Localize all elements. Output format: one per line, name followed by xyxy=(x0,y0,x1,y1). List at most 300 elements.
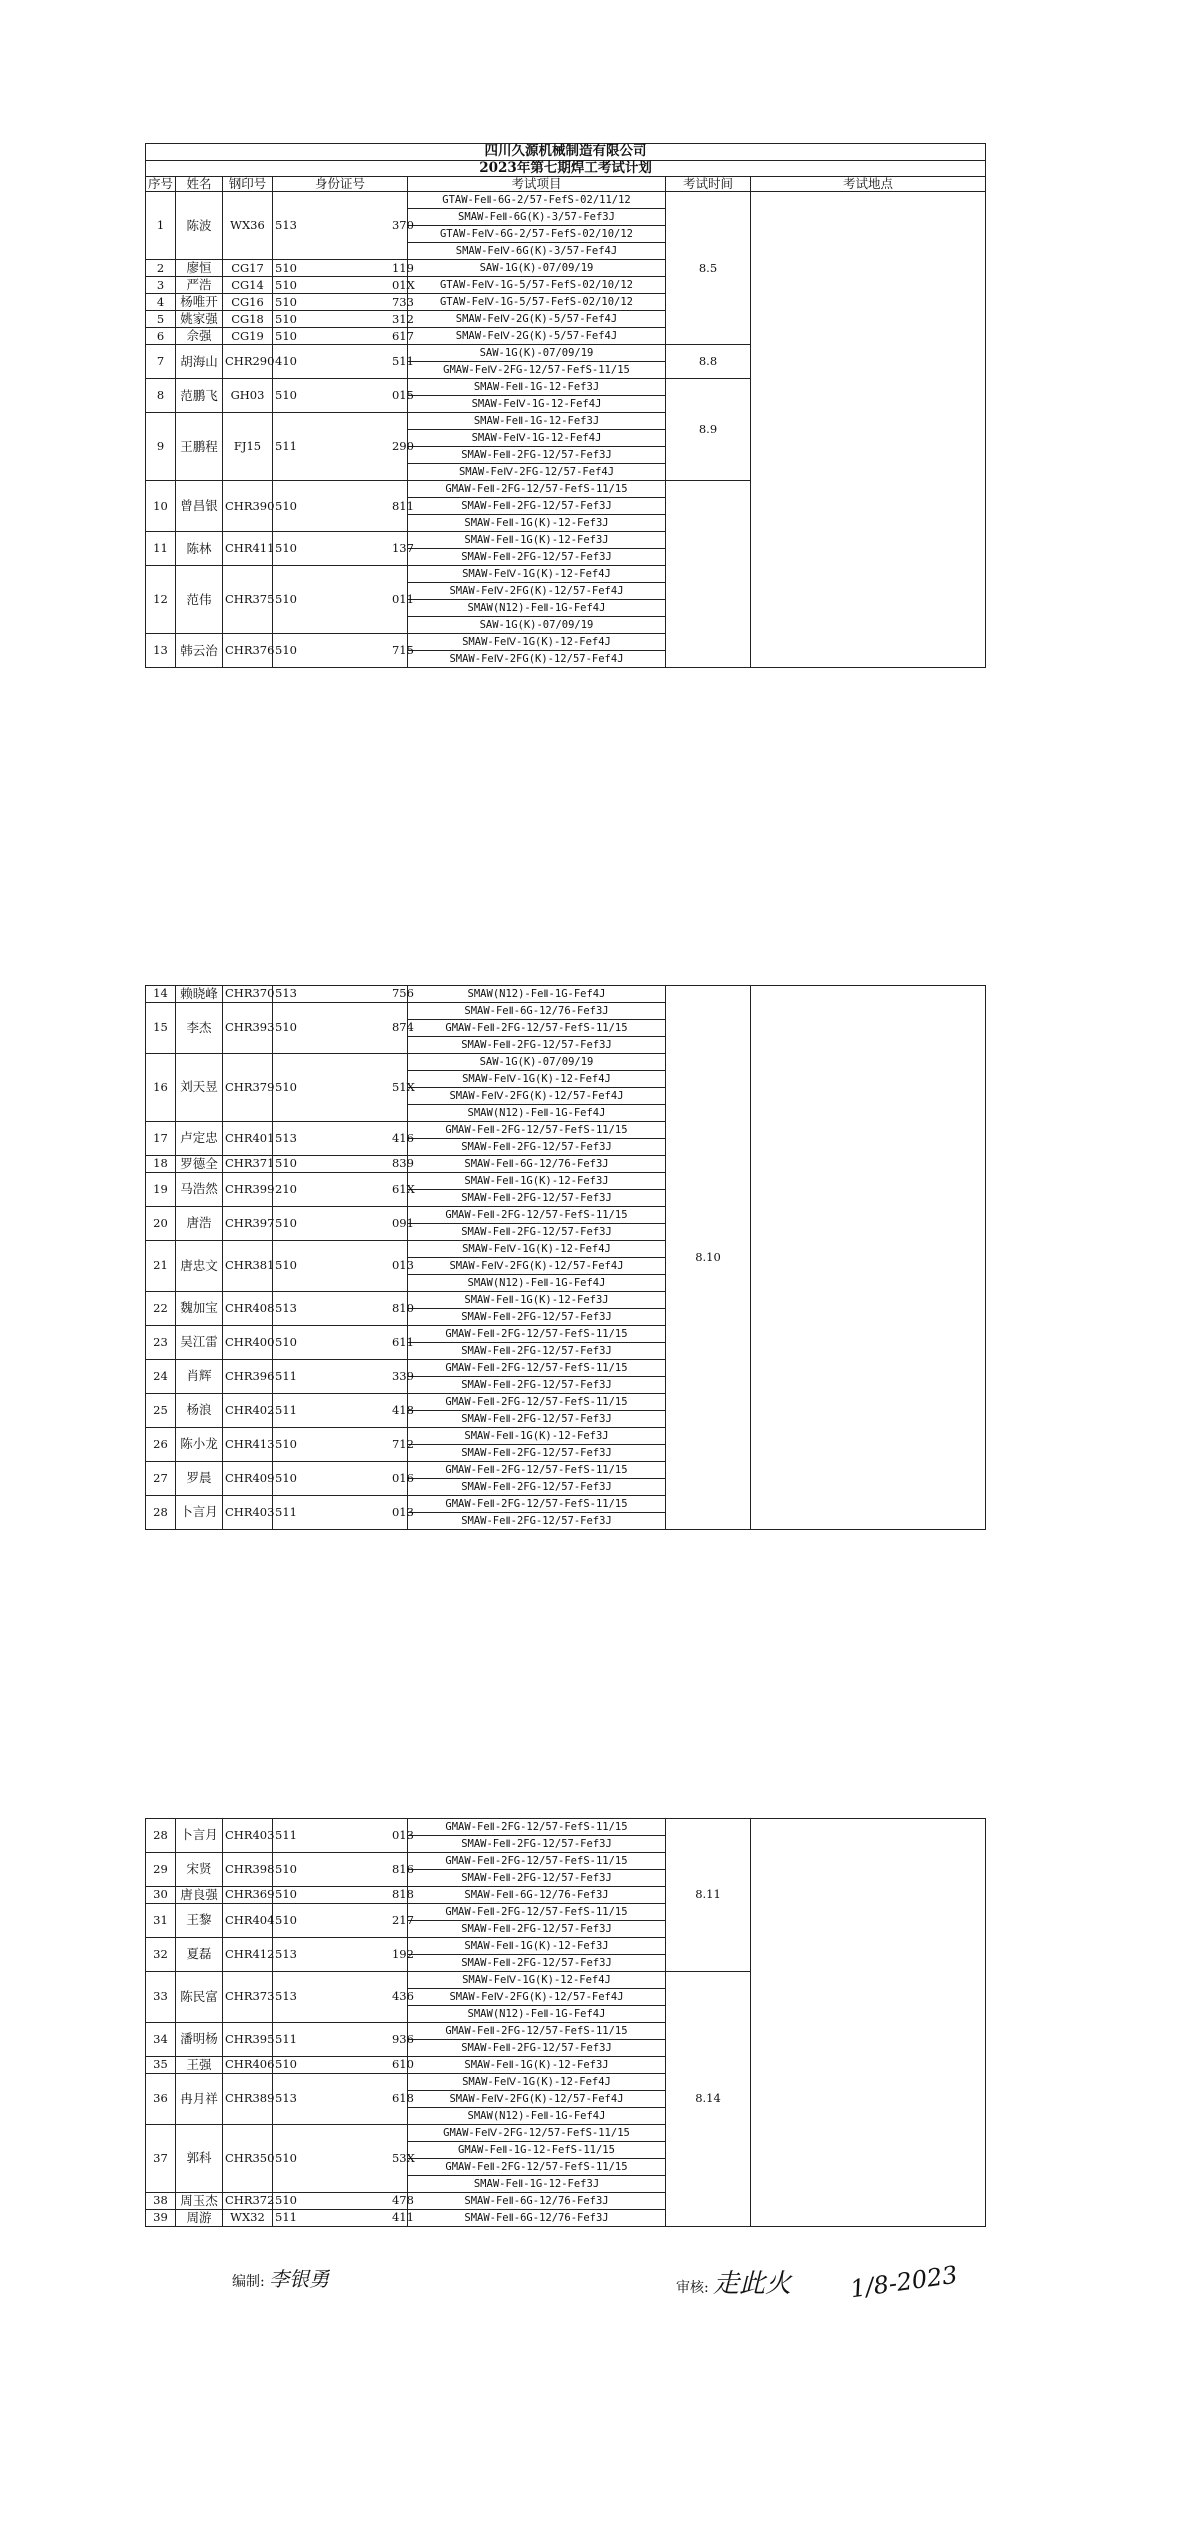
welder-name: 唐良强 xyxy=(176,1887,223,1904)
welder-name: 王强 xyxy=(176,2057,223,2074)
stamp-number: CHR398 xyxy=(223,1853,273,1887)
id-prefix: 510 xyxy=(275,1215,297,1230)
id-number xyxy=(273,1462,414,1496)
id-number xyxy=(273,481,414,532)
id-suffix: 712 xyxy=(391,1436,414,1451)
stamp-number: CG19 xyxy=(223,328,273,345)
exam-item: GMAW-FeⅡ-2FG-12/57-FefS-11/15 xyxy=(408,1020,666,1037)
welder-name: 罗德全 xyxy=(176,1156,223,1173)
stamp-number: CHR350 xyxy=(223,2125,273,2193)
id-number xyxy=(273,294,414,311)
id-suffix: 874 xyxy=(391,1020,414,1035)
id-prefix: 510 xyxy=(275,2150,297,2165)
welder-name: 宋贤 xyxy=(176,1853,223,1887)
exam-item: GMAW-FeⅡ-2FG-12/57-FefS-11/15 xyxy=(408,1360,666,1377)
row-number: 15 xyxy=(146,1003,176,1054)
exam-item: GMAW-FeⅡ-2FG-12/57-FefS-11/15 xyxy=(408,1122,666,1139)
stamp-number: CHR413 xyxy=(223,1428,273,1462)
id-prefix: 510 xyxy=(275,328,297,343)
company-row xyxy=(146,144,986,161)
welder-name: 夏磊 xyxy=(176,1938,223,1972)
welder-name: 卜言月 xyxy=(176,1819,223,1853)
reviewer-signature: 走此火 xyxy=(713,2269,792,2299)
exam-item: GMAW-FeⅡ-2FG-12/57-FefS-11/15 xyxy=(408,1904,666,1921)
exam-item: GMAW-FeⅡ-2FG-12/57-FefS-11/15 xyxy=(408,1394,666,1411)
stamp-number: CHR389 xyxy=(223,2074,273,2125)
id-suffix: 810 xyxy=(391,1300,414,1315)
exam-item: GMAW-FeⅡ-2FG-12/57-FefS-11/15 xyxy=(408,2159,666,2176)
welder-name: 范伟 xyxy=(176,566,223,634)
exam-item: SMAW-FeⅣ-2FG(K)-12/57-Fef4J xyxy=(408,1088,666,1105)
id-number xyxy=(273,1003,414,1054)
signature-date: 1/8-2023 xyxy=(848,2260,960,2304)
exam-item: GMAW-FeⅡ-2FG-12/57-FefS-11/15 xyxy=(408,1207,666,1224)
id-number xyxy=(273,1326,414,1360)
exam-item: SMAW-FeⅡ-2FG-12/57-Fef3J xyxy=(408,1479,666,1496)
exam-item: SMAW-FeⅡ-2FG-12/57-Fef3J xyxy=(408,1921,666,1938)
stamp-number: CHR395 xyxy=(223,2023,273,2057)
exam-item: SMAW-FeⅡ-1G-12-Fef3J xyxy=(408,379,666,396)
row-number: 9 xyxy=(146,413,176,481)
exam-item: SMAW-FeⅣ-1G(K)-12-Fef4J xyxy=(408,1071,666,1088)
exam-item: SMAW-FeⅡ-2FG-12/57-Fef3J xyxy=(408,1445,666,1462)
id-number xyxy=(273,2125,415,2193)
row-number: 7 xyxy=(146,345,176,379)
id-suffix: 411 xyxy=(391,2210,414,2225)
id-prefix: 510 xyxy=(275,1861,297,1876)
exam-item: SMAW-FeⅡ-1G(K)-12-Fef3J xyxy=(408,532,666,549)
welder-name: 杨浪 xyxy=(176,1394,223,1428)
exam-item: SMAW-FeⅡ-1G(K)-12-Fef3J xyxy=(408,1938,666,1955)
row-number: 23 xyxy=(146,1326,176,1360)
id-suffix: 733 xyxy=(391,294,414,309)
exam-item: SMAW-FeⅡ-6G-12/76-Fef3J xyxy=(408,1887,666,1904)
id-number xyxy=(273,345,414,379)
exam-item: SMAW-FeⅣ-2FG(K)-12/57-Fef4J xyxy=(408,1989,666,2006)
id-suffix: 816 xyxy=(391,1861,414,1876)
row-number: 18 xyxy=(146,1156,176,1173)
id-prefix: 510 xyxy=(275,1912,297,1927)
id-suffix: 370 xyxy=(391,218,414,233)
stamp-number: CG14 xyxy=(223,277,273,294)
exam-item: GMAW-FeⅡ-1G-12-FefS-11/15 xyxy=(408,2142,666,2159)
id-suffix: 756 xyxy=(391,986,414,1001)
row-number: 13 xyxy=(146,634,176,668)
id-prefix: 510 xyxy=(275,643,297,658)
exam-item: GTAW-FeⅣ-1G-5/57-FefS-02/10/12 xyxy=(408,277,666,294)
exam-item: SAW-1G(K)-07/09/19 xyxy=(408,617,666,634)
header-item: 考试项目 xyxy=(408,177,666,192)
id-suffix: 290 xyxy=(391,439,414,454)
stamp-number: CG17 xyxy=(223,260,273,277)
id-number xyxy=(273,1972,414,2023)
id-prefix: 510 xyxy=(275,260,297,275)
exam-item: SMAW-FeⅡ-2FG-12/57-Fef3J xyxy=(408,1955,666,1972)
id-suffix: 016 xyxy=(391,1470,414,1485)
exam-item: GMAW-FeⅡ-2FG-12/57-FefS-11/15 xyxy=(408,2023,666,2040)
reviewer-label: 审核: xyxy=(676,2280,709,2296)
id-suffix: 013 xyxy=(391,1504,414,1519)
id-suffix: 715 xyxy=(391,643,414,658)
exam-item: SMAW-FeⅡ-2FG-12/57-Fef3J xyxy=(408,447,666,464)
id-suffix: 192 xyxy=(391,1946,414,1961)
id-prefix: 510 xyxy=(275,2193,297,2208)
exam-item: GMAW-FeⅡ-2FG-12/57-FefS-11/15 xyxy=(408,1853,666,1870)
id-number xyxy=(273,1292,414,1326)
header-stamp: 钢印号 xyxy=(223,177,273,192)
stamp-number: CHR393 xyxy=(223,1003,273,1054)
id-suffix: 013 xyxy=(391,1258,414,1273)
id-prefix: 513 xyxy=(275,1989,297,2004)
exam-time: 8.10 xyxy=(666,986,751,1530)
row-number: 4 xyxy=(146,294,176,311)
id-prefix: 513 xyxy=(275,1946,297,1961)
id-number xyxy=(273,1853,414,1887)
exam-item: SMAW-FeⅡ-6G-12/76-Fef3J xyxy=(408,2210,666,2227)
stamp-number: CHR290 xyxy=(223,345,273,379)
header-row xyxy=(146,177,986,192)
row-number: 29 xyxy=(146,1853,176,1887)
id-number xyxy=(273,1428,414,1462)
id-suffix: 51X xyxy=(391,1079,415,1094)
id-prefix: 513 xyxy=(275,1300,297,1315)
id-number xyxy=(273,311,414,328)
id-suffix: 312 xyxy=(391,311,414,326)
row-number: 10 xyxy=(146,481,176,532)
exam-item: SMAW(N12)-FeⅡ-1G-Fef4J xyxy=(408,1105,666,1122)
id-prefix: 510 xyxy=(275,1334,297,1349)
id-prefix: 511 xyxy=(275,439,297,454)
stamp-number: CHR412 xyxy=(223,1938,273,1972)
row-number: 2 xyxy=(146,260,176,277)
welder-name: 陈林 xyxy=(176,532,223,566)
exam-item: SMAW-FeⅣ-6G(K)-3/57-Fef4J xyxy=(408,243,666,260)
exam-item: SMAW-FeⅡ-6G-12/76-Fef3J xyxy=(408,1156,666,1173)
row-number: 35 xyxy=(146,2057,176,2074)
id-prefix: 513 xyxy=(275,986,297,1001)
row-number: 25 xyxy=(146,1394,176,1428)
id-suffix: 015 xyxy=(391,388,414,403)
id-suffix: 418 xyxy=(391,1402,414,1417)
exam-item: SMAW(N12)-FeⅡ-1G-Fef4J xyxy=(408,1275,666,1292)
id-prefix: 510 xyxy=(275,1258,297,1273)
id-suffix: 617 xyxy=(391,328,414,343)
welder-name: 卜言月 xyxy=(176,1496,223,1530)
exam-item: SMAW-FeⅡ-2FG-12/57-Fef3J xyxy=(408,1513,666,1530)
exam-place xyxy=(751,192,986,668)
id-suffix: 61X xyxy=(391,1181,415,1196)
id-suffix: 839 xyxy=(391,1156,414,1171)
id-prefix: 510 xyxy=(275,1020,297,1035)
exam-item: SMAW-FeⅣ-1G-12-Fef4J xyxy=(408,430,666,447)
exam-item: SMAW-FeⅣ-2FG(K)-12/57-Fef4J xyxy=(408,651,666,668)
stamp-number: CHR402 xyxy=(223,1394,273,1428)
welder-name: 李杰 xyxy=(176,1003,223,1054)
row-number: 26 xyxy=(146,1428,176,1462)
exam-item: SMAW-FeⅡ-1G(K)-12-Fef3J xyxy=(408,1292,666,1309)
exam-item: GMAW-FeⅡ-2FG-12/57-FefS-11/15 xyxy=(408,481,666,498)
id-number xyxy=(273,260,414,277)
welder-name: 潘明杨 xyxy=(176,2023,223,2057)
stamp-number: CHR381 xyxy=(223,1241,273,1292)
row-number: 22 xyxy=(146,1292,176,1326)
exam-item: SMAW-FeⅣ-1G(K)-12-Fef4J xyxy=(408,566,666,583)
id-suffix: 339 xyxy=(391,1368,414,1383)
id-prefix: 511 xyxy=(275,1402,297,1417)
plan-title: 2023年第七期焊工考试计划 xyxy=(146,160,986,177)
exam-item: SAW-1G(K)-07/09/19 xyxy=(408,260,666,277)
exam-time: 8.14 xyxy=(666,1972,751,2227)
id-suffix: 217 xyxy=(391,1912,414,1927)
stamp-number: CHR390 xyxy=(223,481,273,532)
row-number: 14 xyxy=(146,986,176,1003)
editor-signature: 李银勇 xyxy=(269,2267,330,2291)
title-row xyxy=(146,160,986,177)
id-number xyxy=(273,532,414,566)
id-number xyxy=(273,1207,414,1241)
welder-name: 范鹏飞 xyxy=(176,379,223,413)
welder-name: 肖辉 xyxy=(176,1360,223,1394)
id-prefix: 510 xyxy=(275,1470,297,1485)
id-number xyxy=(273,566,414,634)
exam-time: 8.8 xyxy=(666,345,751,379)
stamp-number: CHR404 xyxy=(223,1904,273,1938)
stamp-number: CHR396 xyxy=(223,1360,273,1394)
table-row xyxy=(146,1819,986,1836)
welder-name: 曾昌银 xyxy=(176,481,223,532)
id-prefix: 511 xyxy=(275,1368,297,1383)
row-number: 30 xyxy=(146,1887,176,1904)
id-suffix: 091 xyxy=(391,1215,414,1230)
id-suffix: 013 xyxy=(391,1827,414,1842)
exam-item: SMAW-FeⅣ-2FG(K)-12/57-Fef4J xyxy=(408,583,666,600)
welder-name: 卢定忠 xyxy=(176,1122,223,1156)
exam-item: SMAW-FeⅡ-2FG-12/57-Fef3J xyxy=(408,2040,666,2057)
exam-item: GMAW-FeⅣ-2FG-12/57-FefS-11/15 xyxy=(408,2125,666,2142)
exam-item: SMAW-FeⅡ-6G-12/76-Fef3J xyxy=(408,2193,666,2210)
exam-item: SMAW-FeⅣ-1G(K)-12-Fef4J xyxy=(408,2074,666,2091)
exam-item: SMAW-FeⅡ-1G(K)-12-Fef3J xyxy=(408,1428,666,1445)
row-number: 3 xyxy=(146,277,176,294)
company-name: 四川久源机械制造有限公司 xyxy=(146,144,986,161)
header-place: 考试地点 xyxy=(751,177,986,192)
exam-item: GTAW-FeⅣ-6G-2/57-FefS-02/10/12 xyxy=(408,226,666,243)
row-number: 20 xyxy=(146,1207,176,1241)
stamp-number: CHR369 xyxy=(223,1887,273,1904)
id-number xyxy=(273,328,414,345)
welder-name: 严浩 xyxy=(176,277,223,294)
id-prefix: 510 xyxy=(275,592,297,607)
row-number: 31 xyxy=(146,1904,176,1938)
id-prefix: 510 xyxy=(275,541,297,556)
exam-item: SMAW-FeⅣ-2G(K)-5/57-Fef4J xyxy=(408,328,666,345)
stamp-number: CHR401 xyxy=(223,1122,273,1156)
id-number xyxy=(273,2023,414,2057)
stamp-number: CG18 xyxy=(223,311,273,328)
id-prefix: 513 xyxy=(275,2091,297,2106)
exam-item: SMAW(N12)-FeⅡ-1G-Fef4J xyxy=(408,600,666,617)
welder-name: 赖晓峰 xyxy=(176,986,223,1003)
row-number: 8 xyxy=(146,379,176,413)
row-number: 34 xyxy=(146,2023,176,2057)
id-number xyxy=(273,1173,415,1207)
header-name: 姓名 xyxy=(176,177,223,192)
welder-name: 魏加宝 xyxy=(176,1292,223,1326)
row-number: 28 xyxy=(146,1819,176,1853)
id-number xyxy=(273,2057,414,2074)
stamp-number: GH03 xyxy=(223,379,273,413)
stamp-number: CHR375 xyxy=(223,566,273,634)
exam-place xyxy=(751,986,986,1530)
exam-item: SMAW-FeⅡ-2FG-12/57-Fef3J xyxy=(408,1139,666,1156)
id-suffix: 53X xyxy=(391,2150,415,2165)
table-row xyxy=(146,986,986,1003)
id-prefix: 511 xyxy=(275,1504,297,1519)
exam-item: SAW-1G(K)-07/09/19 xyxy=(408,345,666,362)
stamp-number: CHR411 xyxy=(223,532,273,566)
row-number: 38 xyxy=(146,2193,176,2210)
stamp-number: CHR373 xyxy=(223,1972,273,2023)
stamp-number: WX36 xyxy=(223,192,273,260)
stamp-number: CHR406 xyxy=(223,2057,273,2074)
welder-name: 陈小龙 xyxy=(176,1428,223,1462)
id-suffix: 611 xyxy=(391,1334,414,1349)
welder-name: 刘天昱 xyxy=(176,1054,223,1122)
stamp-number: CHR397 xyxy=(223,1207,273,1241)
id-prefix: 510 xyxy=(275,388,297,403)
exam-table-2 xyxy=(145,985,986,1530)
id-prefix: 513 xyxy=(275,218,297,233)
exam-table-3 xyxy=(145,1818,986,2227)
id-number xyxy=(273,1360,414,1394)
row-number: 21 xyxy=(146,1241,176,1292)
welder-name: 王鹏程 xyxy=(176,413,223,481)
exam-time: 8.9 xyxy=(666,379,751,481)
stamp-number: CHR409 xyxy=(223,1462,273,1496)
id-number xyxy=(273,1122,414,1156)
exam-item: SAW-1G(K)-07/09/19 xyxy=(408,1054,666,1071)
header-no: 序号 xyxy=(146,177,176,192)
exam-item: GTAW-FeⅣ-1G-5/57-FefS-02/10/12 xyxy=(408,294,666,311)
row-number: 32 xyxy=(146,1938,176,1972)
row-number: 12 xyxy=(146,566,176,634)
id-prefix: 410 xyxy=(275,354,297,369)
id-suffix: 936 xyxy=(391,2031,414,2046)
id-prefix: 510 xyxy=(275,311,297,326)
row-number: 36 xyxy=(146,2074,176,2125)
exam-item: SMAW-FeⅣ-1G(K)-12-Fef4J xyxy=(408,1972,666,1989)
table-segment-2 xyxy=(145,985,985,1553)
id-number xyxy=(273,2210,414,2227)
exam-time: 8.5 xyxy=(666,192,751,345)
id-suffix: 011 xyxy=(391,592,414,607)
id-suffix: 478 xyxy=(391,2193,414,2208)
exam-item: GMAW-FeⅡ-2FG-12/57-FefS-11/15 xyxy=(408,1496,666,1513)
id-number xyxy=(273,1394,414,1428)
exam-item: GMAW-FeⅡ-2FG-12/57-FefS-11/15 xyxy=(408,1462,666,1479)
row-number: 11 xyxy=(146,532,176,566)
welder-name: 唐忠文 xyxy=(176,1241,223,1292)
exam-item: SMAW-FeⅡ-2FG-12/57-Fef3J xyxy=(408,498,666,515)
row-number: 19 xyxy=(146,1173,176,1207)
stamp-number: CHR399 xyxy=(223,1173,273,1207)
stamp-number: CHR372 xyxy=(223,2193,273,2210)
stamp-number: CHR371 xyxy=(223,1156,273,1173)
exam-item: SMAW-FeⅡ-2FG-12/57-Fef3J xyxy=(408,549,666,566)
row-number: 24 xyxy=(146,1360,176,1394)
welder-name: 冉月祥 xyxy=(176,2074,223,2125)
welder-name: 吴江雷 xyxy=(176,1326,223,1360)
header-time: 考试时间 xyxy=(666,177,751,192)
welder-name: 唐浩 xyxy=(176,1207,223,1241)
id-prefix: 513 xyxy=(275,1130,297,1145)
id-suffix: 137 xyxy=(391,541,414,556)
welder-name: 廖恒 xyxy=(176,260,223,277)
welder-name: 杨唯开 xyxy=(176,294,223,311)
exam-item: GMAW-FeⅡ-2FG-12/57-FefS-11/15 xyxy=(408,1819,666,1836)
exam-item: SMAW-FeⅣ-2FG(K)-12/57-Fef4J xyxy=(408,1258,666,1275)
exam-item: SMAW-FeⅡ-6G(K)-3/57-Fef3J xyxy=(408,209,666,226)
id-prefix: 510 xyxy=(275,1079,297,1094)
welder-name: 韩云治 xyxy=(176,634,223,668)
row-number: 5 xyxy=(146,311,176,328)
id-prefix: 210 xyxy=(275,1181,297,1196)
row-number: 39 xyxy=(146,2210,176,2227)
exam-item: SMAW-FeⅣ-1G-12-Fef4J xyxy=(408,396,666,413)
id-prefix: 510 xyxy=(275,2057,297,2072)
exam-item: SMAW-FeⅣ-1G(K)-12-Fef4J xyxy=(408,634,666,651)
stamp-number: CHR403 xyxy=(223,1819,273,1853)
row-number: 28 xyxy=(146,1496,176,1530)
id-prefix: 511 xyxy=(275,1827,297,1842)
exam-item: SMAW-FeⅣ-2FG(K)-12/57-Fef4J xyxy=(408,2091,666,2108)
welder-name: 陈民富 xyxy=(176,1972,223,2023)
id-prefix: 510 xyxy=(275,1156,297,1171)
welder-name: 胡海山 xyxy=(176,345,223,379)
stamp-number: CHR403 xyxy=(223,1496,273,1530)
id-suffix: 618 xyxy=(391,2091,414,2106)
exam-item: SMAW-FeⅡ-1G(K)-12-Fef3J xyxy=(408,1173,666,1190)
welder-name: 周玉杰 xyxy=(176,2193,223,2210)
exam-item: SMAW-FeⅡ-6G-12/76-Fef3J xyxy=(408,1003,666,1020)
id-prefix: 511 xyxy=(275,2031,297,2046)
id-suffix: 436 xyxy=(391,1989,414,2004)
exam-item: SMAW-FeⅡ-2FG-12/57-Fef3J xyxy=(408,1836,666,1853)
id-suffix: 416 xyxy=(391,1130,414,1145)
id-number xyxy=(273,413,414,481)
exam-item: SMAW-FeⅡ-2FG-12/57-Fef3J xyxy=(408,1870,666,1887)
exam-time: 8.11 xyxy=(666,1819,751,1972)
exam-item: SMAW-FeⅡ-1G(K)-12-Fef3J xyxy=(408,2057,666,2074)
id-number xyxy=(273,1887,414,1904)
row-number: 16 xyxy=(146,1054,176,1122)
editor-block xyxy=(232,2263,329,2292)
exam-item: SMAW(N12)-FeⅡ-1G-Fef4J xyxy=(408,2006,666,2023)
exam-item: SMAW-FeⅡ-1G-12-Fef3J xyxy=(408,2176,666,2193)
id-suffix: 119 xyxy=(391,260,414,275)
exam-table-1 xyxy=(145,143,986,668)
id-suffix: 818 xyxy=(391,1887,414,1902)
id-number xyxy=(273,379,414,413)
id-number xyxy=(273,1156,414,1173)
id-number xyxy=(273,1054,415,1122)
exam-item: GMAW-FeⅣ-2FG-12/57-FefS-11/15 xyxy=(408,362,666,379)
welder-name: 佘强 xyxy=(176,328,223,345)
id-prefix: 510 xyxy=(275,1436,297,1451)
exam-item: GTAW-FeⅡ-6G-2/57-FefS-02/11/12 xyxy=(408,192,666,209)
id-number xyxy=(273,2074,414,2125)
exam-item: SMAW-FeⅣ-1G(K)-12-Fef4J xyxy=(408,1241,666,1258)
